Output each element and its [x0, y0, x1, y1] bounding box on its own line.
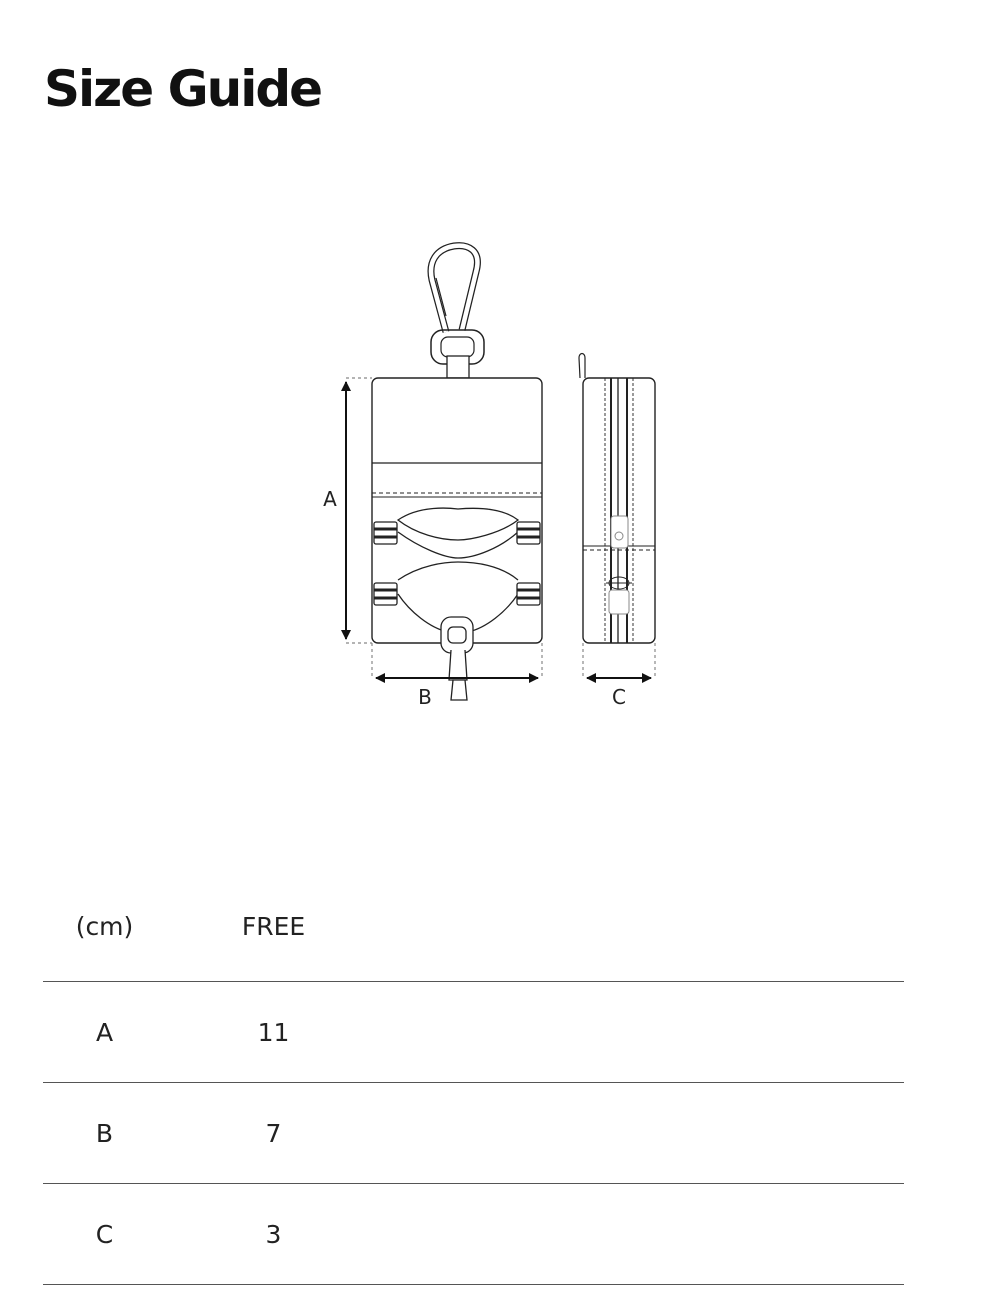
side-view [579, 354, 655, 644]
label-c: C [612, 685, 626, 709]
dimension-c [583, 643, 655, 678]
side-pull-tab [579, 354, 585, 379]
size-header: FREE [241, 912, 306, 941]
label-b: B [418, 685, 432, 709]
table-row [43, 1184, 904, 1285]
row-label: B [95, 1118, 114, 1148]
table-row [43, 1083, 904, 1184]
cord-stopper [441, 617, 473, 700]
row-value: 7 [265, 1118, 282, 1148]
row-label: C [95, 1219, 114, 1249]
row-value: 3 [265, 1219, 282, 1249]
table-header-row [43, 880, 904, 982]
unit-header: (cm) [75, 912, 134, 941]
label-a: A [323, 487, 337, 511]
front-view [372, 246, 542, 700]
row-value: 11 [257, 1017, 290, 1047]
page-title: Size Guide [44, 60, 322, 118]
row-label: A [95, 1017, 114, 1047]
dimension-a [346, 378, 372, 643]
table-row [43, 982, 904, 1083]
size-table [43, 880, 904, 1285]
